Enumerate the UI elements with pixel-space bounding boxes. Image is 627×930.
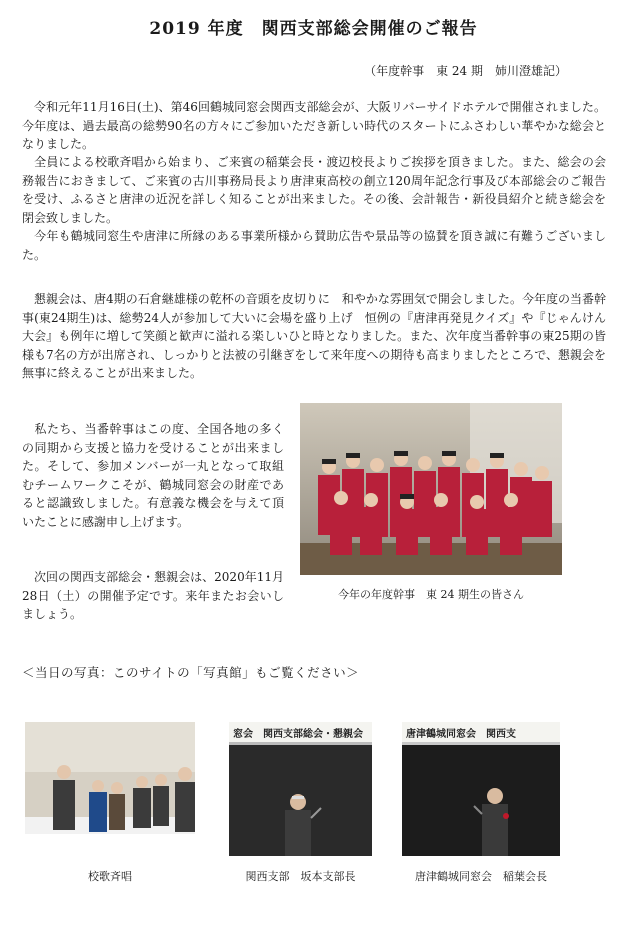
photo-chairman-image [402,722,560,856]
photo-chairman [402,722,560,856]
byline: （年度幹事 東 24 期 姉川澄雄記） [364,64,567,78]
photo-branch-head-caption: 関西支部 坂本支部長 [245,870,356,883]
photo-branch-head-banner: 窓会 関西支部総会・懇親会 [229,722,372,743]
photo-school-song [25,722,195,856]
group-photo-image [300,403,562,575]
photo-school-song-caption: 校歌斉唱 [88,870,132,883]
paragraph-3: 今年も鶴城同窓生や唐津に所縁のある事業所様から賛助広告や景品等の協賛を頂き誠に有難うございました。 [22,229,606,262]
section-heading: ＜当日の写真：このサイトの「写真館」もご覧ください＞ [22,665,360,680]
paragraph-2: 全員による校歌斉唱から始まり、ご来賓の稲葉会長・渡辺校長よりご挨拶を頂きました。また、総会の会務報告におきまして、ご来賓の古川事務局長より唐津東高校の創立120周年記念行事及び本部総会のご報告を受け、ふるさと唐津の近況を詳しく知ることが出来ました。その後、会計報告・新役員紹介と続き総会を閉会致しました。 [22,155,606,225]
paragraph-5: 私たち、当番幹事はこの度、全国各地の多くの同期から支援と協力を受けることが出来ました。そして、参加メンバーが一丸となって取組むチームワークこそが、鶴城同窓会の財産であると認識致しました。有意義な機会を与えて頂いたことに感謝申し上げます。 [22,422,284,529]
photo-chairman-banner: 唐津鶴城同窓会 関西支 [402,722,560,743]
page-title: 2019 年度 関西支部総会開催のご報告 [149,19,478,39]
paragraph-6: 次回の関西支部総会・懇親会は、2020年11月28日（土）の開催予定です。来年またお会いしましょう。 [22,570,284,622]
paragraph-4: 懇親会は、唐4期の石倉継雄様の乾杯の音頭を皮切りに 和やかな雰囲気で開会しました。今年度の当番幹事(東24期生)は、総勢24人が参加して大いに会場を盛り上げ 恒例の『唐津再発見クイズ』や『じゃんけん大会』も例年に増して笑顔と歓声に溢れる楽しいひと時となりました。また、次年度当番幹事の東25期の皆様も7名の方が出席され、しっかりと法被の引継ぎをして来年度への期待も高まりましたところで、懇親会を無事に終えることが出来ました。 [22,292,606,381]
group-photo-caption: 今年の年度幹事 東 24 期生の皆さん [338,588,524,601]
group-photo [300,403,562,575]
photo-branch-head [229,722,372,856]
photo-chairman-caption: 唐津鶴城同窓会 稲葉会長 [415,870,547,883]
photo-school-song-image [25,722,195,856]
photo-branch-head-image [229,722,372,856]
paragraph-1: 令和元年11月16日(土)、第46回鶴城同窓会関西支部総会が、大阪リバーサイドホテルで開催されました。今年度は、過去最高の総勢90名の方々にご参加いただき新しい時代のスタートにふさわしい華やかな総会となりました。 [22,100,606,152]
